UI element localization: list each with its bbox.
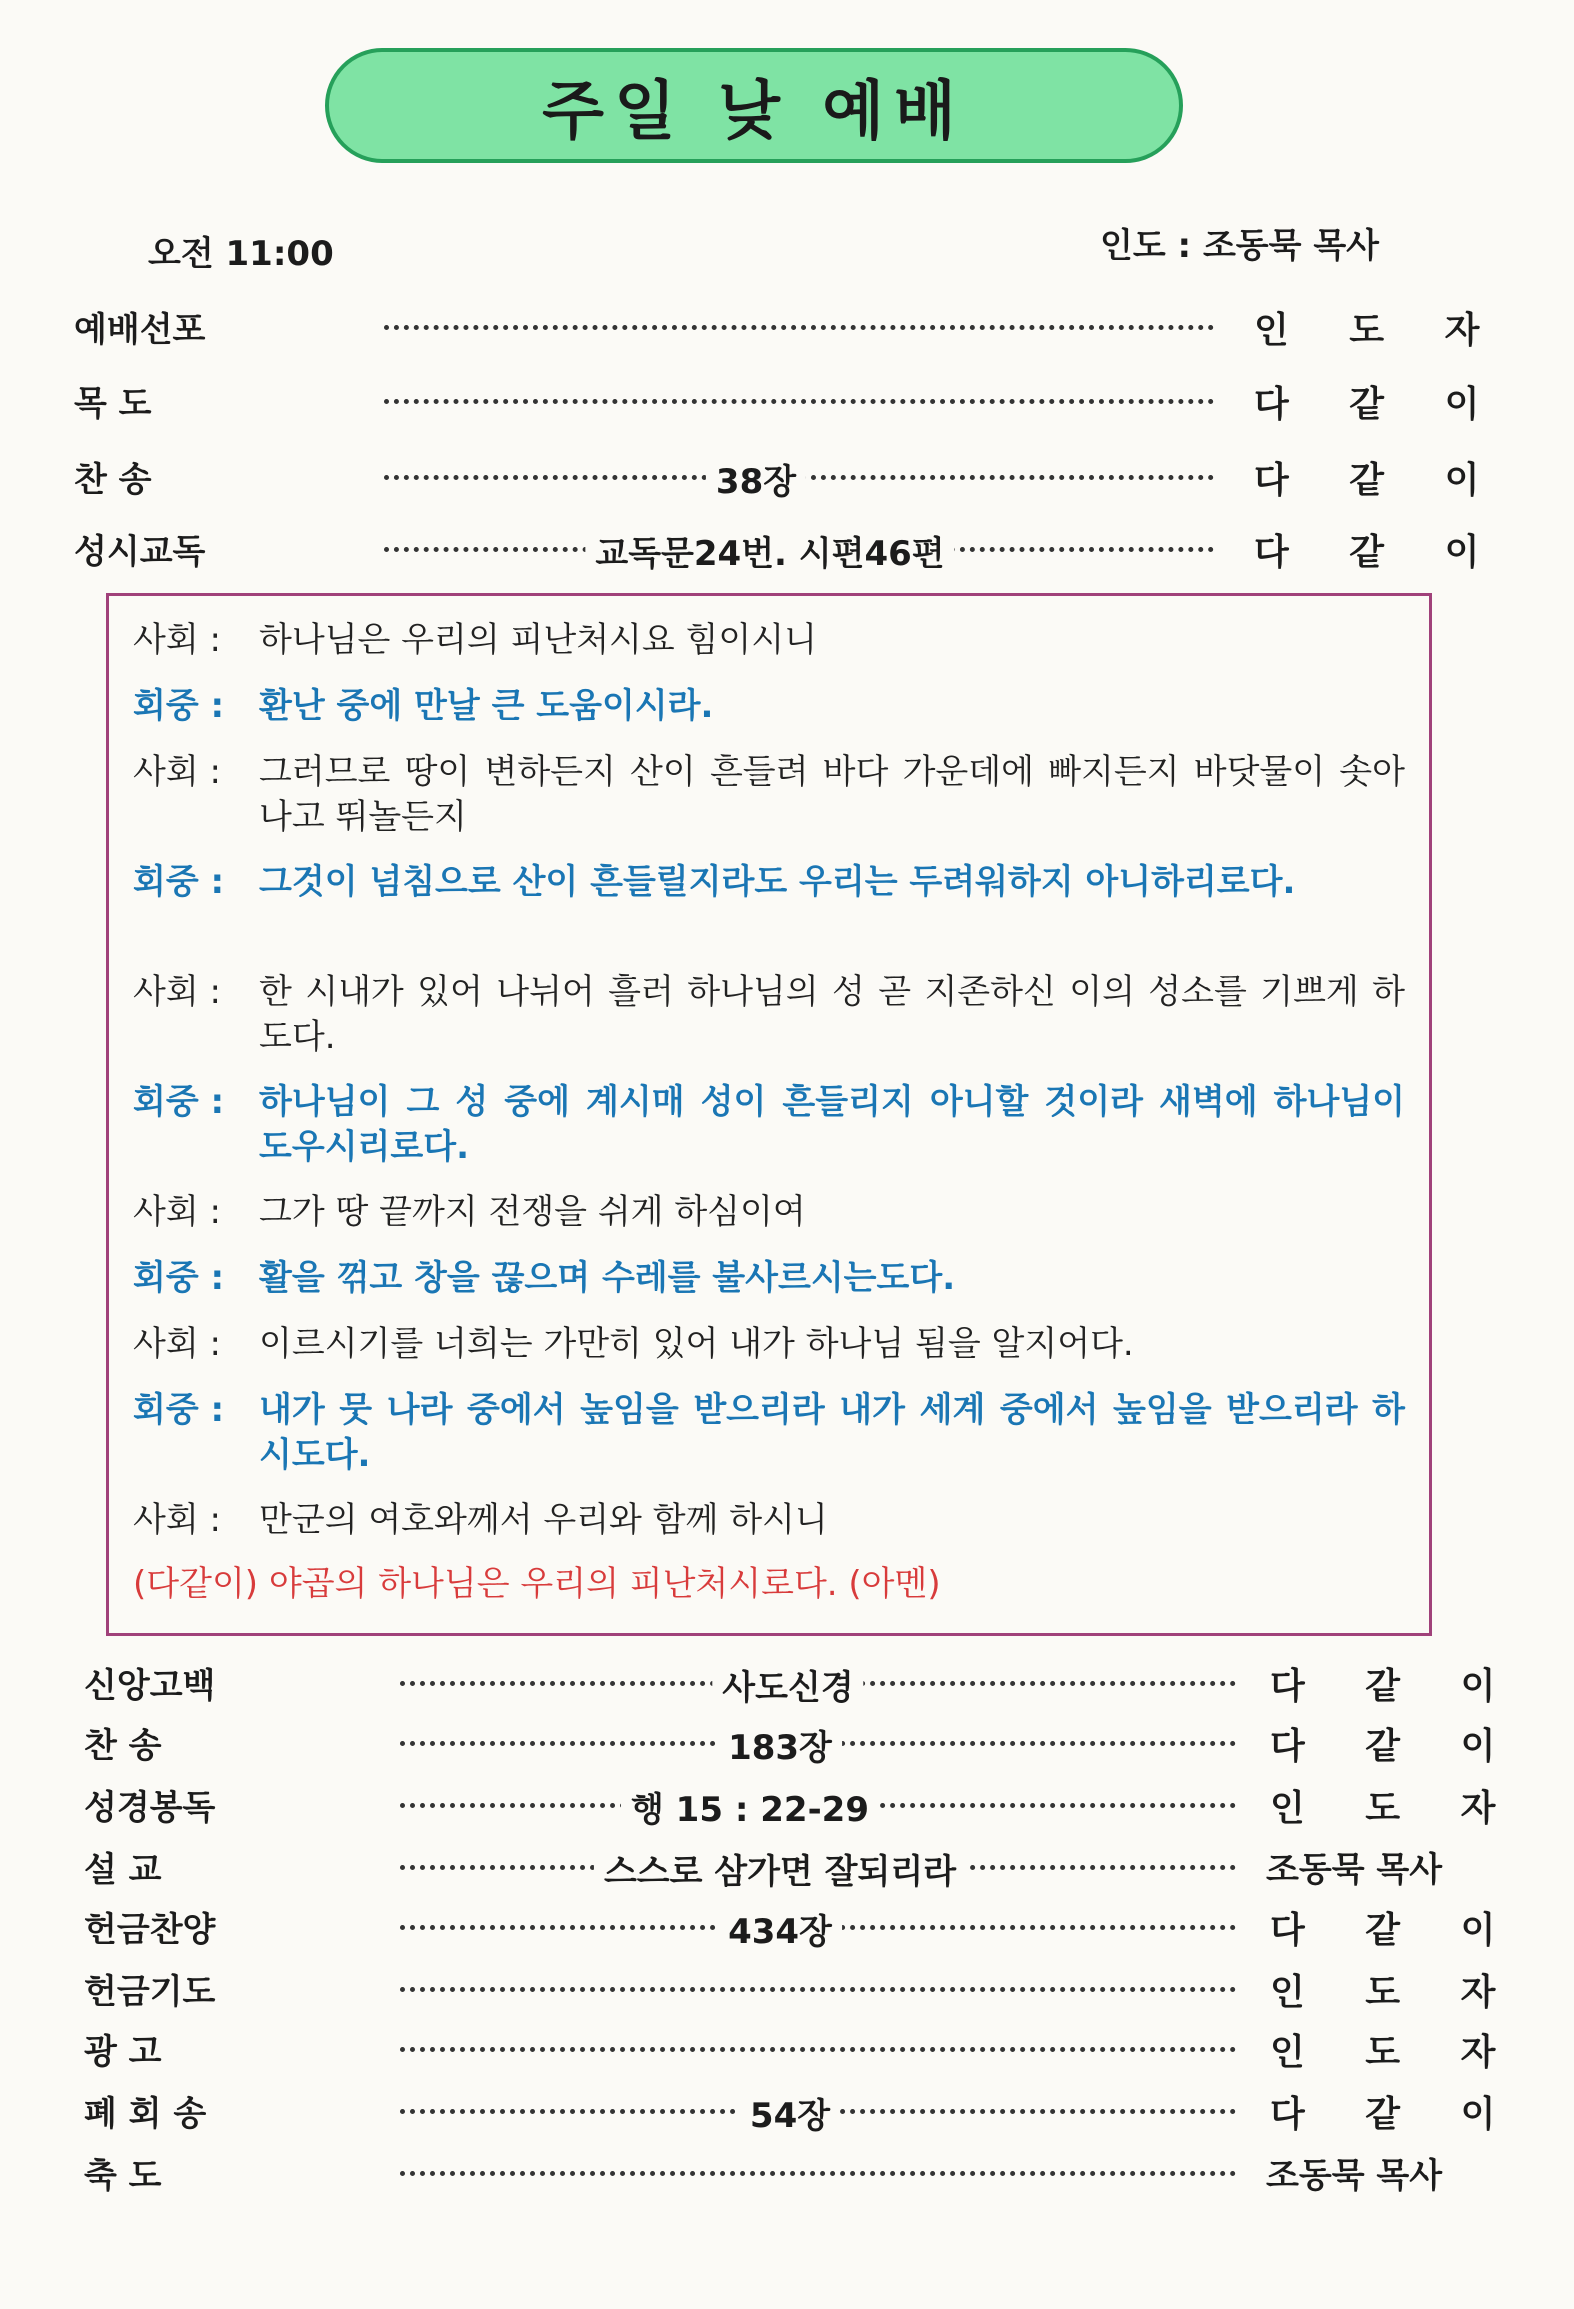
order-row [74,446,1504,506]
reading-text: 그러므로 땅이 변하든지 산이 흔들려 바다 가운데에 빠지든지 바닷물이 솟아나고 뛰놀든지 [259,752,1405,837]
order-row [74,370,1504,430]
order-performer: 조동묵 목사 [1266,2156,1443,2196]
order-performer: 다 같 이 [1254,532,1504,573]
reading-line [133,1322,1405,1367]
reading-speaker: 사회 : [133,972,221,1012]
reading-speaker: 회중 : [133,862,225,902]
order-label: 찬 송 [84,1725,162,1766]
order-label: 축 도 [84,2155,162,2196]
reading-speaker: 사회 : [133,1324,221,1364]
reading-line [133,1388,1405,1478]
reading-line [133,1498,1405,1543]
order-content: 54장 [740,2088,840,2137]
dot-leader [400,2047,1236,2052]
reading-speaker: 사회 : [133,620,221,660]
service-time: 오전 11:00 [148,234,334,274]
dot-leader [384,325,1214,330]
order-label: 목 도 [74,383,152,424]
page-title: 주일 낮 예배 [542,74,966,149]
order-row [84,2080,1520,2140]
order-label: 헌금찬양 [84,1909,216,1950]
order-content: 38장 [706,454,806,503]
order-label: 성경봉독 [84,1787,216,1828]
reading-line [133,1190,1405,1235]
reading-text: 한 시내가 있어 나뉘어 흘러 하나님의 성 곧 지존하신 이의 성소를 기쁘게 하도다. [259,972,1405,1057]
order-row [84,1896,1520,1956]
order-row [74,296,1504,356]
reading-speaker: 사회 : [133,752,221,792]
order-performer: 다 같 이 [1254,460,1504,501]
reading-text: 이르시기를 너희는 가만히 있어 내가 하나님 됨을 알지어다. [259,1324,1134,1364]
reading-text: 그것이 넘침으로 산이 흔들릴지라도 우리는 두려워하지 아니하리로다. [259,862,1296,902]
order-row [84,2018,1520,2078]
reading-line [133,618,1405,663]
order-label: 성시교독 [74,531,206,572]
order-performer: 다 같 이 [1270,2094,1520,2135]
order-content: 183장 [718,1720,842,1769]
reading-speaker: 사회 : [133,1192,221,1232]
service-leader: 인도 : 조동묵 목사 [1100,226,1380,266]
reading-line [133,684,1405,729]
order-row [84,1652,1520,1712]
title-banner [325,48,1183,163]
order-performer: 다 같 이 [1270,1910,1520,1951]
order-content: 434장 [718,1904,842,1953]
order-row [84,1712,1520,1772]
reading-speaker: 회중 : [133,1390,225,1430]
order-performer: 인 도 자 [1270,1972,1520,2013]
reading-text: 내가 뭇 나라 중에서 높임을 받으리라 내가 세계 중에서 높임을 받으리라 하시도다. [259,1390,1405,1475]
order-label: 폐 회 송 [84,2093,207,2134]
reading-line [133,1080,1405,1170]
order-row [84,2142,1484,2202]
reading-speaker: 회중 : [133,686,225,726]
order-row [84,1958,1520,2018]
order-content: 사도신경 [712,1660,863,1709]
reading-text: 그가 땅 끝까지 전쟁을 쉬게 하심이여 [259,1192,806,1232]
order-performer: 다 같 이 [1254,384,1504,425]
order-performer: 다 같 이 [1270,1726,1520,1767]
dot-leader [400,2171,1236,2176]
reading-text: (다같이) 야곱의 하나님은 우리의 피난처시로다. (아멘) [133,1564,941,1604]
responsive-reading-box [106,593,1432,1636]
reading-text: 하나님이 그 성 중에 계시매 성이 흔들리지 아니할 것이라 새벽에 하나님이 도우시리로다. [259,1082,1405,1167]
order-label: 신앙고백 [84,1665,216,1706]
order-row [84,1836,1484,1896]
order-content: 스스로 삼가면 잘되리라 [594,1844,966,1893]
order-content: 행 15 : 22-29 [621,1782,879,1831]
reading-line [133,750,1405,840]
order-performer: 다 같 이 [1270,1666,1520,1707]
reading-line [133,1256,1405,1301]
order-label: 찬 송 [74,459,152,500]
order-label: 설 교 [84,1849,162,1890]
reading-line [133,970,1405,1060]
order-performer: 인 도 자 [1270,1788,1520,1829]
order-row [74,518,1504,578]
reading-speaker: 사회 : [133,1500,221,1540]
order-performer: 조동묵 목사 [1266,1850,1443,1890]
order-label: 예배선포 [74,309,206,350]
reading-text: 환난 중에 만날 큰 도움이시라. [259,686,714,726]
reading-text: 만군의 여호와께서 우리와 함께 하시니 [259,1500,828,1540]
order-performer: 인 도 자 [1254,310,1504,351]
order-label: 광 고 [84,2031,162,2072]
order-row [84,1774,1520,1834]
reading-text: 활을 꺾고 창을 끊으며 수레를 불사르시는도다. [259,1258,956,1298]
dot-leader [384,399,1214,404]
reading-speaker: 회중 : [133,1082,225,1122]
reading-text: 하나님은 우리의 피난처시요 힘이시니 [259,620,817,660]
dot-leader [400,1987,1236,1992]
order-content: 교독문24번. 시편46편 [585,526,954,575]
reading-line [133,1562,1405,1607]
reading-speaker: 회중 : [133,1258,225,1298]
order-label: 헌금기도 [84,1971,216,2012]
reading-line [133,860,1405,905]
order-performer: 인 도 자 [1270,2032,1520,2073]
